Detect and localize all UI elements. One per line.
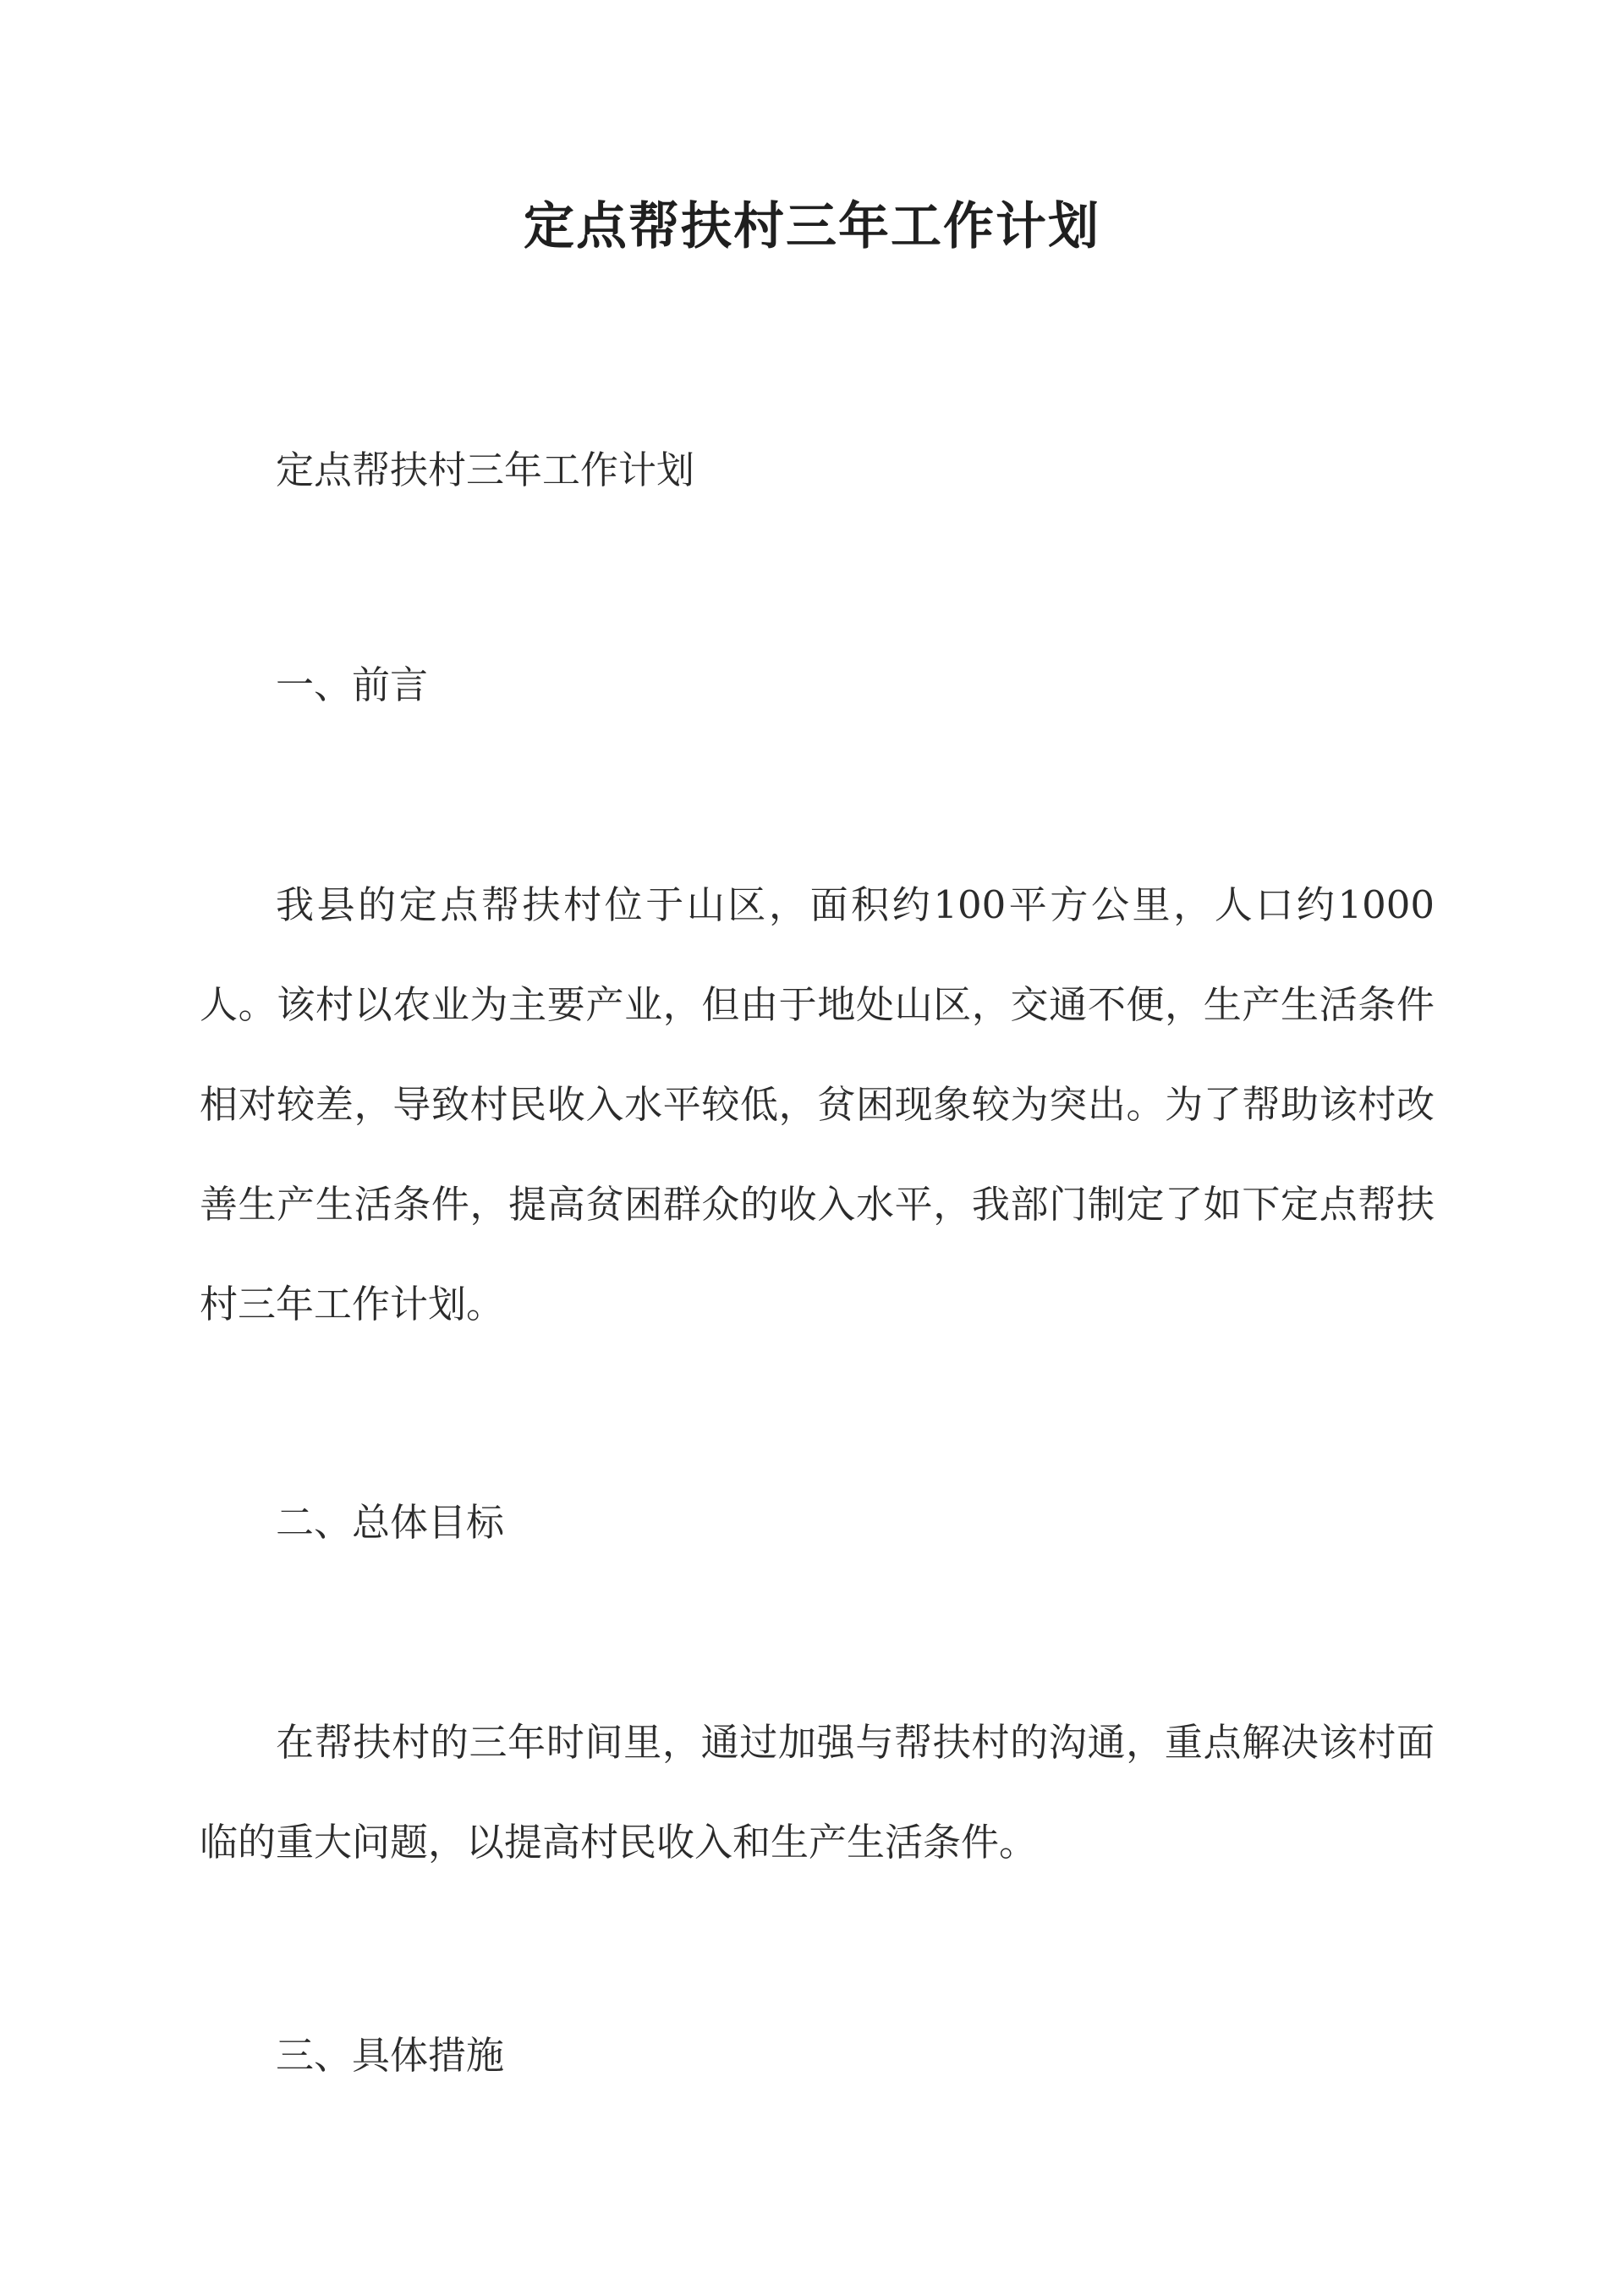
section-paragraph-preface: 我县的定点帮扶村位于山区，面积约100平方公里，人口约1000人。该村以农业为主要产业，但由于地处山区，交通不便，生产生活条件相对较差，导致村民收入水平较低，贫困现象较为突出。为了帮助该村改善生产生活条件，提高贫困群众的收入水平，我部门制定了如下定点帮扶村三年工作计划。 — [200, 882, 1435, 1327]
section-heading-measures: 三、具体措施 — [276, 2033, 505, 2078]
document-subtitle: 定点帮扶村三年工作计划 — [276, 448, 695, 492]
section-heading-overall-goal: 二、总体目标 — [276, 1500, 505, 1545]
section-paragraph-overall-goal: 在帮扶村的三年时间里，通过加强与帮扶村的沟通，重点解决该村面临的重大问题，以提高村民收入和生产生活条件。 — [200, 1720, 1435, 1865]
section-heading-preface: 一、前言 — [276, 662, 429, 707]
document-title: 定点帮扶村三年工作计划 — [524, 197, 1100, 256]
